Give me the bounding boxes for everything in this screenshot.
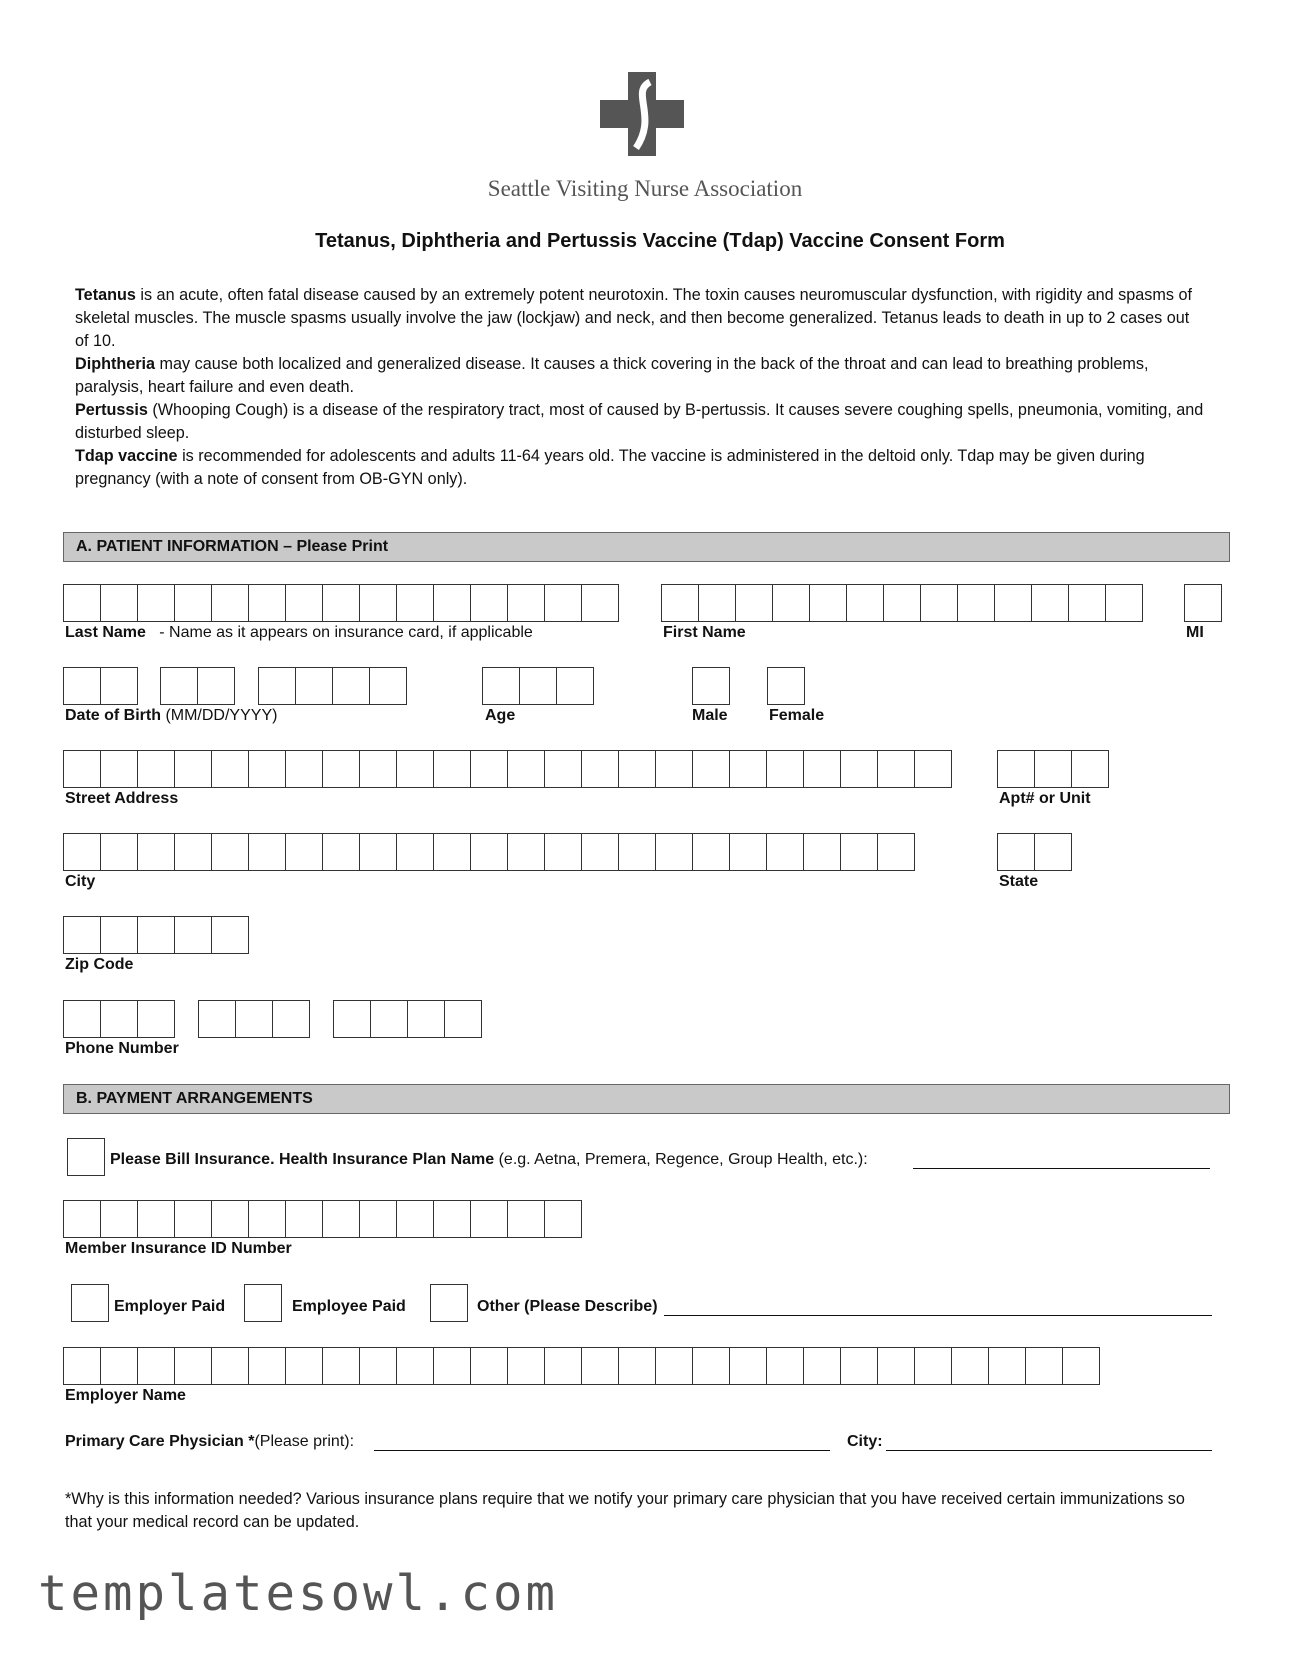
char-box[interactable] xyxy=(295,667,333,705)
char-box[interactable] xyxy=(322,1347,360,1385)
organization-name: Seattle Visiting Nurse Association xyxy=(487,176,803,201)
member-id-input[interactable] xyxy=(63,1200,581,1238)
char-box[interactable] xyxy=(766,750,804,788)
char-box[interactable] xyxy=(258,667,296,705)
char-box[interactable] xyxy=(211,750,249,788)
char-box[interactable] xyxy=(333,1000,371,1038)
bill-insurance-text: Please Bill Insurance. Health Insurance Plan Name xyxy=(110,1151,495,1168)
state-label-text: State xyxy=(999,873,1039,890)
char-box[interactable] xyxy=(692,750,730,788)
char-box[interactable] xyxy=(174,584,212,622)
pcp-city-label xyxy=(847,1433,883,1451)
char-box[interactable] xyxy=(766,833,804,871)
char-box[interactable] xyxy=(997,750,1035,788)
bill-insurance-label xyxy=(110,1151,868,1169)
char-box[interactable] xyxy=(63,1200,101,1238)
char-box[interactable] xyxy=(137,1200,175,1238)
char-box[interactable] xyxy=(1062,1347,1100,1385)
phone-label-text: Phone Number xyxy=(65,1040,179,1057)
employee-paid-label xyxy=(292,1298,406,1316)
section-a-header: A. PATIENT INFORMATION – Please Print xyxy=(63,532,1230,562)
pcp-label-text: Primary Care Physician * xyxy=(65,1433,255,1450)
char-box[interactable] xyxy=(396,1347,434,1385)
char-box[interactable] xyxy=(840,833,878,871)
member-id-label-text: Member Insurance ID Number xyxy=(65,1240,292,1257)
dob-format: (MM/DD/YYYY) xyxy=(161,707,278,724)
char-box[interactable] xyxy=(63,584,101,622)
char-box[interactable] xyxy=(322,833,360,871)
char-box[interactable] xyxy=(285,584,323,622)
char-box[interactable] xyxy=(661,584,699,622)
char-box[interactable] xyxy=(100,1000,138,1038)
char-box[interactable] xyxy=(433,1347,471,1385)
other-description-input[interactable] xyxy=(664,1315,1212,1316)
intro-diphtheria xyxy=(75,353,1205,399)
char-box[interactable] xyxy=(174,916,212,954)
phone-area-input[interactable] xyxy=(63,1000,174,1038)
phone-prefix-input[interactable] xyxy=(198,1000,309,1038)
city-label xyxy=(65,873,95,891)
char-box[interactable] xyxy=(137,833,175,871)
char-box[interactable] xyxy=(544,1347,582,1385)
dob-day-input[interactable] xyxy=(160,667,234,705)
char-box[interactable] xyxy=(951,1347,989,1385)
char-box[interactable] xyxy=(100,750,138,788)
char-box[interactable] xyxy=(248,750,286,788)
desc-tdap: is recommended for adolescents and adults 11-64 years old. The vaccine is administered in the deltoid only. Tdap may be given during pregnancy (with a note of consent from OB-GYN only). xyxy=(75,447,1145,488)
char-box[interactable] xyxy=(248,584,286,622)
phone-line-input[interactable] xyxy=(333,1000,481,1038)
char-box[interactable] xyxy=(433,584,471,622)
char-box[interactable] xyxy=(581,750,619,788)
other-text: Other (Please Describe) xyxy=(477,1298,658,1315)
char-box[interactable] xyxy=(322,750,360,788)
pcp-name-input[interactable] xyxy=(374,1450,830,1451)
char-box[interactable] xyxy=(840,1347,878,1385)
char-box[interactable] xyxy=(470,1200,508,1238)
employer-name-label xyxy=(65,1387,186,1405)
state-label xyxy=(999,873,1038,891)
street-address-input[interactable] xyxy=(63,750,951,788)
char-box[interactable] xyxy=(63,916,101,954)
char-box[interactable] xyxy=(507,1200,545,1238)
char-box[interactable] xyxy=(444,1000,482,1038)
char-box[interactable] xyxy=(285,750,323,788)
term-tdap: Tdap vaccine xyxy=(75,447,178,465)
char-box[interactable] xyxy=(211,1200,249,1238)
char-box[interactable] xyxy=(63,667,101,705)
first-name-label-text: First Name xyxy=(663,624,746,641)
char-box[interactable] xyxy=(914,750,952,788)
char-box[interactable] xyxy=(174,833,212,871)
char-box[interactable] xyxy=(581,584,619,622)
term-diphtheria: Diphtheria xyxy=(75,355,156,373)
char-box[interactable] xyxy=(285,1200,323,1238)
char-box[interactable] xyxy=(581,1347,619,1385)
sva-logo-icon xyxy=(600,72,684,156)
char-box[interactable] xyxy=(272,1000,310,1038)
pcp-city-input[interactable] xyxy=(886,1450,1212,1451)
char-box[interactable] xyxy=(407,1000,445,1038)
desc-pertussis: (Whooping Cough) is a disease of the respiratory tract, most of caused by B-pertussis. It causes severe coughing spells, pneumonia, vomiting, and disturbed sleep. xyxy=(75,401,1204,442)
plan-examples: (e.g. Aetna, Premera, Regence, Group Health, etc.): xyxy=(494,1151,868,1168)
intro-tdap xyxy=(75,445,1205,491)
char-box[interactable] xyxy=(396,1200,434,1238)
city-input[interactable] xyxy=(63,833,914,871)
char-box[interactable] xyxy=(507,1347,545,1385)
char-box[interactable] xyxy=(174,1200,212,1238)
char-box[interactable] xyxy=(1071,750,1109,788)
char-box[interactable] xyxy=(63,833,101,871)
desc-tetanus: is an acute, often fatal disease caused by an extremely potent neurotoxin. The toxin causes neuromuscular dysfunction, with rigidity and spasms of skeletal muscles. The muscle spasms usually involve the jaw (lockjaw) and neck, and then become generalized. Tetanus leads to death in up to 2 cases out of 10. xyxy=(75,286,1192,350)
char-box[interactable] xyxy=(100,584,138,622)
char-box[interactable] xyxy=(470,833,508,871)
other-checkbox[interactable] xyxy=(430,1284,468,1322)
last-name-input[interactable] xyxy=(63,584,618,622)
zip-code-label xyxy=(65,956,133,974)
term-pertussis: Pertussis xyxy=(75,401,148,419)
last-name-note: - Name as it appears on insurance card, if applicable xyxy=(145,624,533,641)
char-box[interactable] xyxy=(803,833,841,871)
apt-input[interactable] xyxy=(997,750,1108,788)
char-box[interactable] xyxy=(359,750,397,788)
char-box[interactable] xyxy=(997,833,1035,871)
employer-paid-checkbox[interactable] xyxy=(71,1284,109,1322)
phone-label xyxy=(65,1040,179,1058)
char-box[interactable] xyxy=(1025,1347,1063,1385)
char-box[interactable] xyxy=(544,833,582,871)
char-box[interactable] xyxy=(482,667,520,705)
last-name-label-text: Last Name xyxy=(65,624,146,641)
pcp-label xyxy=(65,1433,354,1451)
employer-paid-text: Employer Paid xyxy=(114,1298,226,1315)
intro-tetanus xyxy=(75,284,1205,353)
char-box[interactable] xyxy=(211,1347,249,1385)
age-label xyxy=(485,707,515,725)
char-box[interactable] xyxy=(160,667,198,705)
char-box[interactable] xyxy=(544,1200,582,1238)
char-box[interactable] xyxy=(248,833,286,871)
mi-label-text: MI xyxy=(1186,624,1204,641)
char-box[interactable] xyxy=(544,750,582,788)
char-box[interactable] xyxy=(507,584,545,622)
char-box[interactable] xyxy=(1184,584,1222,622)
char-box[interactable] xyxy=(507,750,545,788)
male-label-text: Male xyxy=(692,707,728,724)
char-box[interactable] xyxy=(772,584,810,622)
char-box[interactable] xyxy=(396,584,434,622)
female-checkbox[interactable] xyxy=(767,667,805,705)
char-box[interactable] xyxy=(803,1347,841,1385)
char-box[interactable] xyxy=(359,1347,397,1385)
char-box[interactable] xyxy=(914,1347,952,1385)
mi-input[interactable] xyxy=(1184,584,1221,622)
char-box[interactable] xyxy=(1031,584,1069,622)
char-box[interactable] xyxy=(729,1347,767,1385)
female-label-text: Female xyxy=(769,707,825,724)
employer-paid-label xyxy=(114,1298,225,1316)
char-box[interactable] xyxy=(544,584,582,622)
char-box[interactable] xyxy=(197,667,235,705)
intro-pertussis xyxy=(75,399,1205,445)
bill-insurance-checkbox[interactable] xyxy=(67,1138,105,1176)
section-b-header: B. PAYMENT ARRANGEMENTS xyxy=(63,1084,1230,1114)
char-box[interactable] xyxy=(618,833,656,871)
state-input[interactable] xyxy=(997,833,1071,871)
char-box[interactable] xyxy=(994,584,1032,622)
char-box[interactable] xyxy=(137,916,175,954)
char-box[interactable] xyxy=(1105,584,1143,622)
char-box[interactable] xyxy=(877,833,915,871)
char-box[interactable] xyxy=(729,833,767,871)
char-box[interactable] xyxy=(137,584,175,622)
char-box[interactable] xyxy=(63,1347,101,1385)
char-box[interactable] xyxy=(370,1000,408,1038)
employer-name-label-text: Employer Name xyxy=(65,1387,186,1404)
age-label-text: Age xyxy=(485,707,516,724)
char-box[interactable] xyxy=(359,1200,397,1238)
char-box[interactable] xyxy=(369,667,407,705)
char-box[interactable] xyxy=(655,750,693,788)
char-box[interactable] xyxy=(655,833,693,871)
char-box[interactable] xyxy=(433,833,471,871)
char-box[interactable] xyxy=(698,584,736,622)
employee-paid-text: Employee Paid xyxy=(292,1298,406,1315)
char-box[interactable] xyxy=(248,1200,286,1238)
char-box[interactable] xyxy=(359,833,397,871)
char-box[interactable] xyxy=(618,1347,656,1385)
dob-label xyxy=(65,707,277,725)
pcp-note: (Please print): xyxy=(254,1433,355,1450)
age-input[interactable] xyxy=(482,667,593,705)
char-box[interactable] xyxy=(100,916,138,954)
female-label xyxy=(769,707,824,725)
dob-label-text: Date of Birth xyxy=(65,707,161,724)
zip-code-label-text: Zip Code xyxy=(65,956,134,973)
char-box[interactable] xyxy=(470,584,508,622)
char-box[interactable] xyxy=(470,750,508,788)
char-box[interactable] xyxy=(957,584,995,622)
char-box[interactable] xyxy=(285,833,323,871)
first-name-input[interactable] xyxy=(661,584,1142,622)
char-box[interactable] xyxy=(211,833,249,871)
char-box[interactable] xyxy=(100,1347,138,1385)
char-box[interactable] xyxy=(988,1347,1026,1385)
watermark: templatesowl.com xyxy=(38,1565,559,1622)
char-box[interactable] xyxy=(235,1000,273,1038)
dob-month-input[interactable] xyxy=(63,667,137,705)
char-box[interactable] xyxy=(198,1000,236,1038)
char-box[interactable] xyxy=(507,833,545,871)
char-box[interactable] xyxy=(137,1000,175,1038)
footnote: *Why is this information needed? Various insurance plans require that we notify your primary care physician that you have received certain immunizations so that your medical record can be updated. xyxy=(65,1490,1185,1531)
mi-label xyxy=(1186,624,1204,642)
intro-text xyxy=(75,284,1205,491)
char-box[interactable] xyxy=(248,1347,286,1385)
char-box[interactable] xyxy=(322,1200,360,1238)
char-box[interactable] xyxy=(285,1347,323,1385)
dob-year-input[interactable] xyxy=(258,667,406,705)
desc-diphtheria: may cause both localized and generalized disease. It causes a thick covering in the back of the throat and can lead to breathing problems, paralysis, heart failure and even death. xyxy=(75,355,1149,396)
char-box[interactable] xyxy=(359,584,397,622)
char-box[interactable] xyxy=(322,584,360,622)
member-id-label xyxy=(65,1240,292,1258)
char-box[interactable] xyxy=(396,833,434,871)
street-address-label xyxy=(65,790,178,808)
other-label xyxy=(477,1298,658,1316)
char-box[interactable] xyxy=(100,1200,138,1238)
char-box[interactable] xyxy=(581,833,619,871)
char-box[interactable] xyxy=(137,1347,175,1385)
plan-name-input[interactable] xyxy=(913,1168,1210,1169)
char-box[interactable] xyxy=(332,667,370,705)
char-box[interactable] xyxy=(100,833,138,871)
apt-label xyxy=(999,790,1091,808)
char-box[interactable] xyxy=(1034,833,1072,871)
char-box[interactable] xyxy=(735,584,773,622)
char-box[interactable] xyxy=(883,584,921,622)
char-box[interactable] xyxy=(877,750,915,788)
char-box[interactable] xyxy=(100,667,138,705)
char-box[interactable] xyxy=(803,750,841,788)
char-box[interactable] xyxy=(211,584,249,622)
street-address-label-text: Street Address xyxy=(65,790,179,807)
first-name-label xyxy=(663,624,746,642)
term-tetanus: Tetanus xyxy=(75,286,136,304)
pcp-city-label-text: City: xyxy=(847,1433,883,1450)
char-box[interactable] xyxy=(920,584,958,622)
form-title: Tetanus, Diphtheria and Pertussis Vaccine (Tdap) Vaccine Consent Form xyxy=(315,230,1005,252)
male-checkbox[interactable] xyxy=(692,667,730,705)
char-box[interactable] xyxy=(137,750,175,788)
char-box[interactable] xyxy=(692,1347,730,1385)
male-label xyxy=(692,707,728,725)
char-box[interactable] xyxy=(1068,584,1106,622)
zip-code-input[interactable] xyxy=(63,916,248,954)
char-box[interactable] xyxy=(519,667,557,705)
char-box[interactable] xyxy=(174,750,212,788)
char-box[interactable] xyxy=(63,1000,101,1038)
employer-name-input[interactable] xyxy=(63,1347,1099,1385)
char-box[interactable] xyxy=(766,1347,804,1385)
char-box[interactable] xyxy=(556,667,594,705)
char-box[interactable] xyxy=(1034,750,1072,788)
char-box[interactable] xyxy=(174,1347,212,1385)
char-box[interactable] xyxy=(211,916,249,954)
char-box[interactable] xyxy=(433,750,471,788)
char-box[interactable] xyxy=(63,750,101,788)
char-box[interactable] xyxy=(846,584,884,622)
char-box[interactable] xyxy=(433,1200,471,1238)
apt-label-text: Apt# or Unit xyxy=(999,790,1091,807)
char-box[interactable] xyxy=(840,750,878,788)
employee-paid-checkbox[interactable] xyxy=(244,1284,282,1322)
char-box[interactable] xyxy=(729,750,767,788)
char-box[interactable] xyxy=(877,1347,915,1385)
char-box[interactable] xyxy=(618,750,656,788)
city-label-text: City xyxy=(65,873,96,890)
char-box[interactable] xyxy=(470,1347,508,1385)
last-name-label xyxy=(65,624,533,642)
char-box[interactable] xyxy=(396,750,434,788)
char-box[interactable] xyxy=(692,833,730,871)
char-box[interactable] xyxy=(655,1347,693,1385)
char-box[interactable] xyxy=(809,584,847,622)
